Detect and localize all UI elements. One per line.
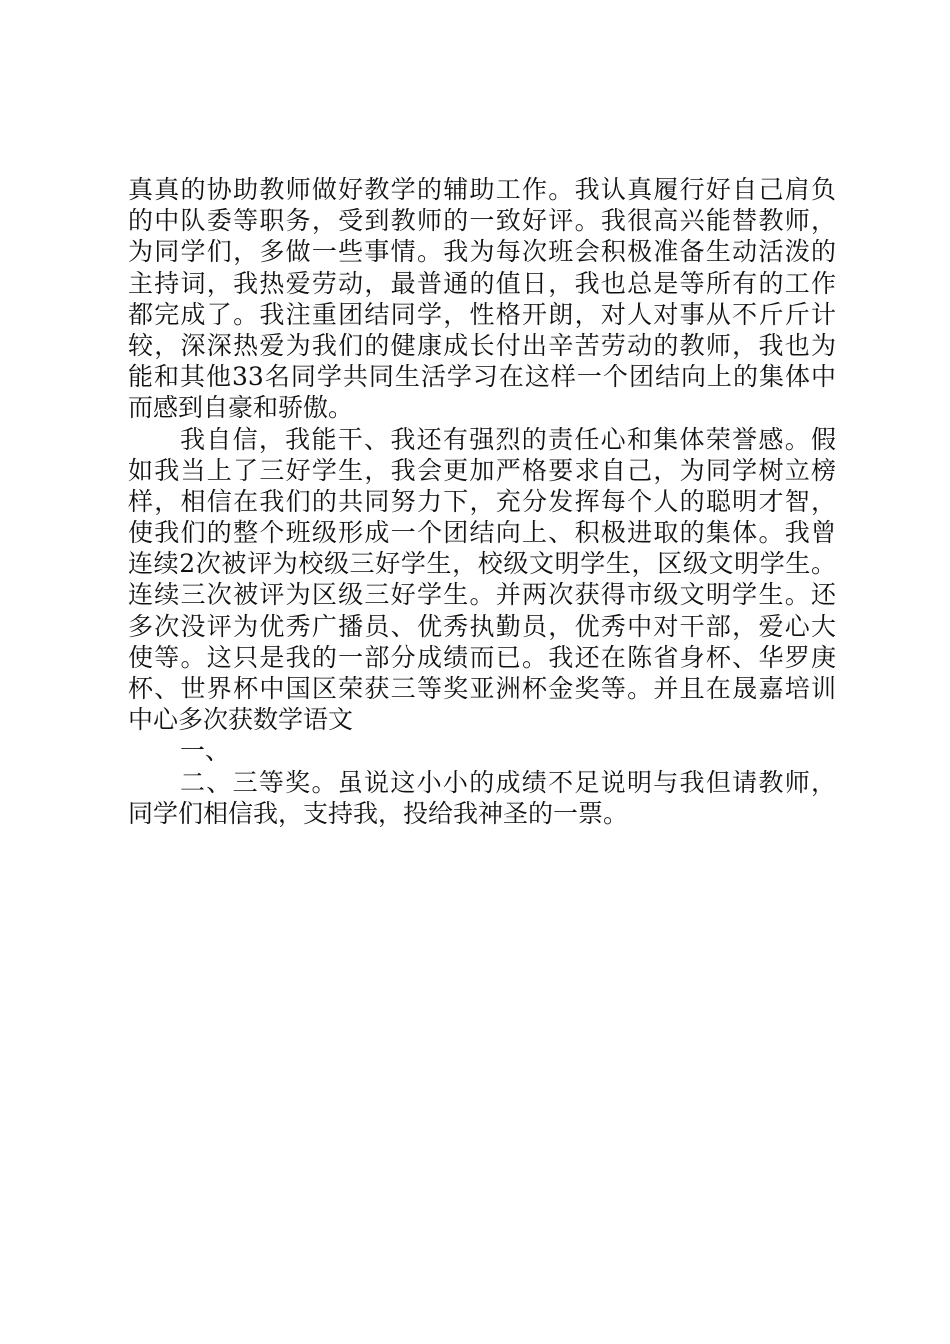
paragraph-1-line-8: 而感到自豪和骄傲。 bbox=[128, 393, 354, 423]
paragraph-2-line-10: 中心多次获数学语文 bbox=[128, 705, 354, 735]
paragraph-1-line-7: 能和其他33名同学共同生活学习在这样一个团结向上的集体中 bbox=[128, 362, 836, 392]
paragraph-1-line-3: 为同学们，多做一些事情。我为每次班会积极准备生动活泼的 bbox=[128, 237, 836, 267]
paragraph-2-line-4: 使我们的整个班级形成一个团结向上、积极进取的集体。我曾 bbox=[128, 518, 836, 548]
paragraph-1-line-6: 较，深深热爱为我们的健康成长付出辛苦劳动的教师，我也为 bbox=[128, 330, 836, 360]
paragraph-4-line-2: 同学们相信我，支持我，投给我神圣的一票。 bbox=[128, 798, 629, 828]
paragraph-1-line-2: 的中队委等职务，受到教师的一致好评。我很高兴能替教师， bbox=[128, 206, 836, 236]
body-text bbox=[128, 174, 836, 829]
paragraph-2-line-9: 杯、世界杯中国区荣获三等奖亚洲杯金奖等。并且在晟嘉培训 bbox=[128, 674, 836, 703]
paragraph-4-line-1: 二、三等奖。虽说这小小的成绩不足说明与我但请教师， bbox=[180, 767, 836, 797]
paragraph-2-line-2: 如我当上了三好学生，我会更加严格要求自己，为同学树立榜 bbox=[128, 455, 836, 485]
paragraph-2-line-1: 我自信，我能干、我还有强烈的责任心和集体荣誉感。假 bbox=[180, 424, 836, 454]
paragraph-2-line-6: 连续三次被评为区级三好学生。并两次获得市级文明学生。还 bbox=[128, 580, 836, 610]
paragraph-2-line-3: 样，相信在我们的共同努力下，充分发挥每个人的聪明才智， bbox=[128, 486, 836, 516]
paragraph-2-line-8: 使等。这只是我的一部分成绩而已。我还在陈省身杯、华罗庚 bbox=[128, 642, 836, 672]
paragraph-1-line-5: 都完成了。我注重团结同学，性格开朗，对人对事从不斤斤计 bbox=[128, 299, 836, 329]
paragraph-1-line-1: 真真的协助教师做好教学的辅助工作。我认真履行好自己肩负 bbox=[128, 175, 836, 204]
paragraph-3-line-1: 一、 bbox=[180, 736, 231, 766]
paragraph-2-line-7: 多次没评为优秀广播员、优秀执勤员，优秀中对干部，爱心大 bbox=[128, 611, 836, 641]
paragraph-1-line-4: 主持词，我热爱劳动，最普通的值日，我也总是等所有的工作 bbox=[128, 268, 836, 298]
paragraph-2-line-5: 连续2次被评为校级三好学生，校级文明学生，区级文明学生。 bbox=[128, 549, 836, 579]
